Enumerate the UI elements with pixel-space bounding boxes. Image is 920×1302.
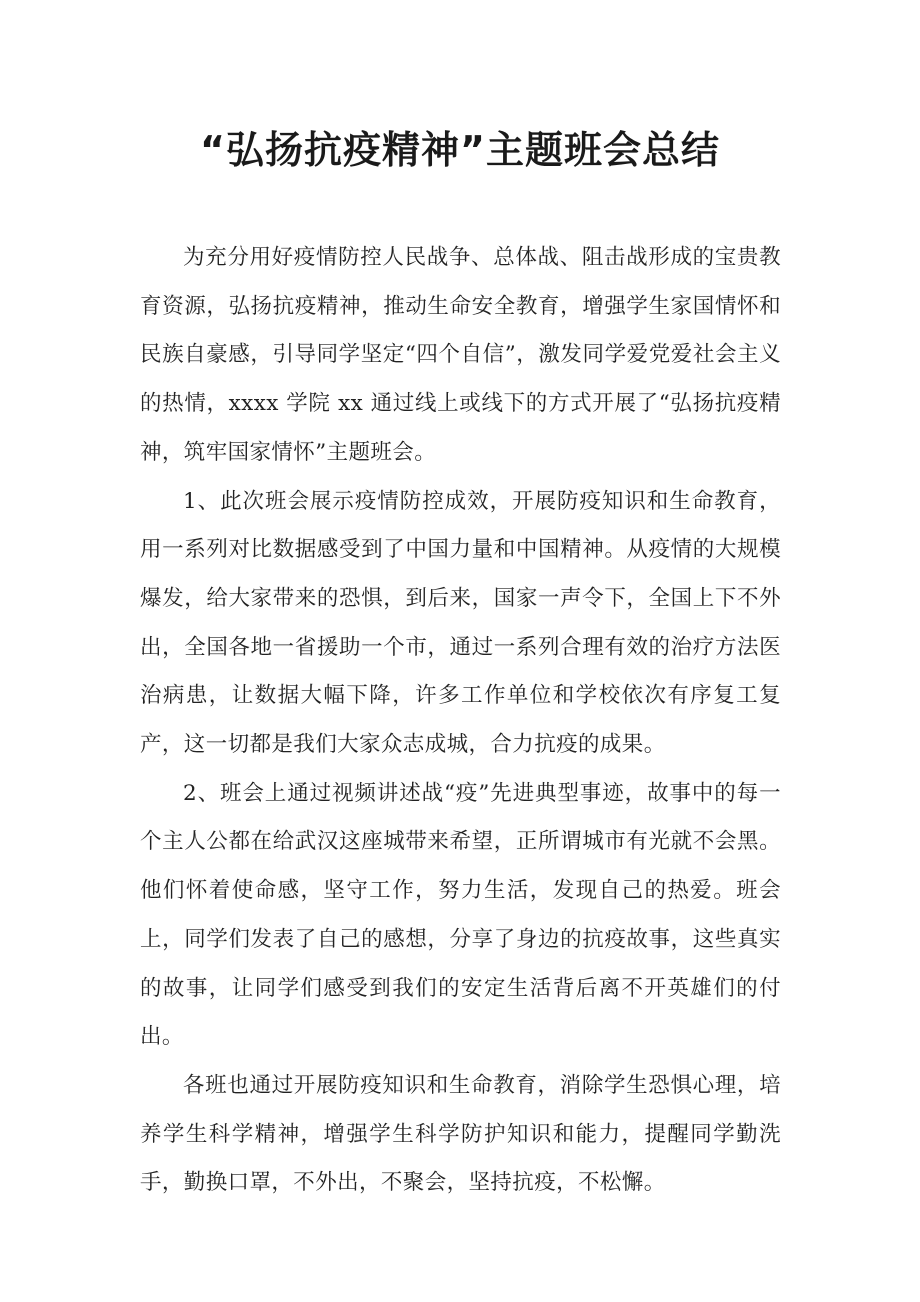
document-body	[140, 234, 781, 1208]
paragraph-intro: 为充分用好疫情防控人民战争、总体战、阻击战形成的宝贵教育资源，弘扬抗疫精神，推动生命安全教育，增强学生家国情怀和民族自豪感，引导同学坚定“四个自信”，激发同学爱党爱社会主义的热情，xxxx 学院 xx 通过线上或线下的方式开展了“弘扬抗疫精神，筑牢国家情怀”主题班会。	[140, 245, 781, 465]
paragraph-conclusion: 各班也通过开展防疫知识和生命教育，消除学生恐惧心理，培养学生科学精神，增强学生科学防护知识和能力，提醒同学勤洗手，勤换口罩，不外出，不聚会，坚持抗疫，不松懈。	[140, 1072, 781, 1196]
paragraph-point-2: 2、班会上通过视频讲述战“疫”先进典型事迹，故事中的每一个主人公都在给武汉这座城带来希望，正所谓城市有光就不会黑。他们怀着使命感，坚守工作，努力生活，发现自己的热爱。班会上，同学们发表了自己的感想，分享了身边的抗疫故事，这些真实的故事，让同学们感受到我们的安定生活背后离不开英雄们的付出。	[140, 780, 781, 1050]
document-title: “弘扬抗疫精神”主题班会总结	[200, 128, 720, 172]
paragraph-point-1: 1、此次班会展示疫情防控成效，开展防疫知识和生命教育，用一系列对比数据感受到了中国力量和中国精神。从疫情的大规模爆发，给大家带来的恐惧，到后来，国家一声令下，全国上下不外出，全国各地一省援助一个市，通过一系列合理有效的治疗方法医治病患，让数据大幅下降，许多工作单位和学校依次有序复工复产，这一切都是我们大家众志成城，合力抗疫的成果。	[140, 488, 781, 758]
